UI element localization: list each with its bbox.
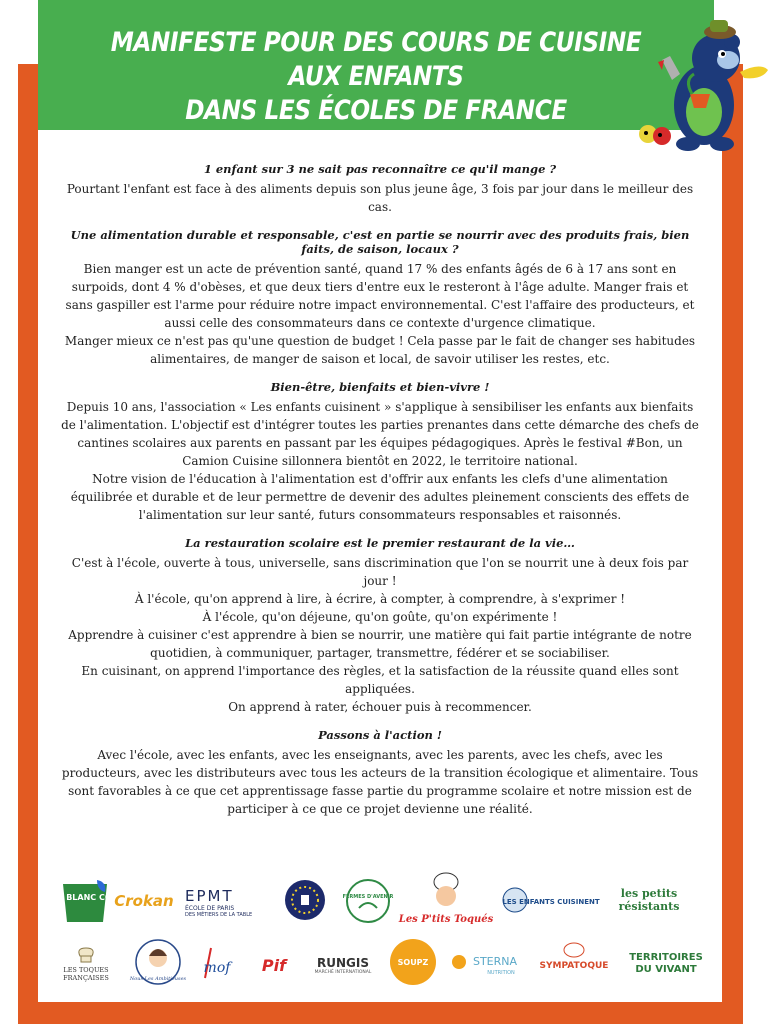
logo-label: Pif <box>261 955 287 975</box>
section-paragraph: Pourtant l'enfant est face à des aliments depuis son plus jeune âge, 3 fois par jour dans le meilleur des cas. <box>66 182 694 214</box>
logo-label: TERRITOIRES DU VIVANT <box>629 952 703 975</box>
les-petits-resistants-logo <box>591 888 707 912</box>
mof-emblem <box>195 942 237 986</box>
logo-label: LES TOQUES FRANÇAISES <box>63 966 109 982</box>
logo-label: STERNA <box>472 955 518 968</box>
logo-label: LES ENFANTS CUISINENT <box>502 898 600 906</box>
section-paragraph: Manger mieux ce n'est pas qu'une question de budget ! Cela passe par le fait de changer ses habitudes alimentaires, de manger de saison et local, de savoir utiliser les restes, etc. <box>64 334 696 366</box>
section-5 <box>60 728 700 818</box>
les-enfants-cuisinent-logo <box>501 880 600 920</box>
nous-les-ambitieuses-emblem <box>129 936 187 990</box>
section-paragraph: Avec l'école, avec les enfants, avec les enseignants, avec les parents, avec les chefs, avec les producteurs, avec les distributeurs avec tous les acteurs de la transition écologique et alimentaire. Tous sont favorables à ce que cet apprentissage fasse partie du programme scolaire et notre mission est de participer à ce que ce projet devienne une réalité. <box>61 748 699 816</box>
logo-label: BLEU BLANC COEUR <box>40 893 130 902</box>
section-paragraph: C'est à l'école, ouverte à tous, universelle, sans discrimination que l'on se nourrit une à deux fois par jour ! <box>71 556 689 588</box>
bear-mascot-illustration <box>632 10 772 160</box>
logo-label: SYMPATOQUE <box>539 961 609 971</box>
logo-sublabel: DES MÉTIERS DE LA TABLE <box>185 911 253 918</box>
section-paragraph: Apprendre à cuisiner c'est apprendre à bien se nourrir, une matière qui fait partie intégrante de notre quotidien, à communiquer, partager, transmettre, fédérer et se sociabiliser. <box>68 628 692 660</box>
section-2 <box>60 228 700 368</box>
rungis-logo <box>307 948 379 982</box>
bleu-blanc-coeur-logo <box>40 878 130 928</box>
toque-icon <box>76 946 96 966</box>
territoires-du-vivant-logo <box>623 946 709 982</box>
chef-character-emblem <box>398 870 494 930</box>
page-title <box>85 26 666 128</box>
title-line-2: DANS LES ÉCOLES DE FRANCE <box>185 95 567 126</box>
fermes-d-avenir-logo <box>342 878 394 924</box>
logo-sublabel: ÉCOLE DE PARIS <box>185 904 235 912</box>
pif-logo <box>253 952 295 978</box>
eu-seal-logo <box>283 878 327 922</box>
epmt-logo <box>185 882 265 922</box>
logo-label: Nous Les Ambitieuses <box>129 976 187 982</box>
section-paragraph: À l'école, qu'on déjeune, qu'on goûte, qu'on expérimente ! <box>202 610 558 624</box>
soupz-logo <box>389 938 437 986</box>
nous-les-ambitieuses-logo <box>129 936 187 990</box>
sympatoque-logo <box>533 938 615 986</box>
section-paragraph: En cuisinant, on apprend l'importance des règles, et la satisfaction de la réussite quand elles sont appliquées. <box>81 664 679 696</box>
section-heading: Une alimentation durable et responsable, c'est en partie se nourrir avec des produits frais, bien faits, de saison, locaux ? <box>70 228 690 256</box>
section-heading: 1 enfant sur 3 ne sait pas reconnaître ce qu'il mange ? <box>203 162 557 176</box>
title-banner <box>38 0 714 130</box>
eu-stars-seal <box>283 878 327 922</box>
section-paragraph: Notre vision de l'éducation à l'alimentation est d'offrir aux enfants les clefs d'une alimentation équilibrée et durable et de leur permettre de devenir des adultes pleinement conscients des effets de l'alimentation sur leur santé, futurs consommateurs responsables et raisonnés. <box>70 472 690 522</box>
section-1 <box>60 162 700 216</box>
crokan-logo <box>114 886 174 916</box>
section-paragraph: On apprend à rater, échouer puis à recommencer. <box>228 700 532 714</box>
logo-label: Les P'tits Toqués <box>398 914 494 925</box>
section-heading: Bien-être, bienfaits et bien-vivre ! <box>270 380 490 394</box>
section-paragraph: À l'école, qu'on apprend à lire, à écrire, à compter, à comprendre, à s'exprimer ! <box>134 592 626 606</box>
logo-label: SOUPZ <box>397 958 429 967</box>
section-heading: La restauration scolaire est le premier restaurant de la vie… <box>185 536 575 550</box>
section-4 <box>60 536 700 716</box>
logo-label: RUNGIS <box>317 955 369 970</box>
sympatoque-emblem <box>533 938 615 986</box>
sterna-logo <box>449 948 525 982</box>
fermes-d-avenir-emblem <box>342 878 394 924</box>
les-p-tits-toques-logo <box>398 870 494 930</box>
partner-logos <box>40 870 715 1000</box>
section-paragraph: Bien manger est un acte de prévention santé, quand 17 % des enfants âgés de 6 à 17 ans sont en surpoids, dont 4 % d'obèses, et que deux tiers d'entre eux le resteront à l'âge adulte. Manger frais et sans gaspiller est l'arme pour réduire notre impact environnemental. C'est l'affaire des producteurs, et aussi celle des consommateurs dans ce contexte d'urgence climatique. <box>65 262 695 330</box>
section-heading: Passons à l'action ! <box>318 728 442 742</box>
section-paragraph: Depuis 10 ans, l'association « Les enfants cuisinent » s'applique à sensibiliser les enfants aux bienfaits de l'alimentation. L'objectif est d'intégrer toutes les parties prenantes dans cette démarche des chefs de cantines scolaires aux parents en passant par les équipes pédagogiques. Après le festival #Bon, un Camion Cuisine sillonnera bientôt en 2022, le territoire national. <box>61 400 699 468</box>
sterna-emblem <box>449 948 525 982</box>
logo-label: FERMES D'AVENIR <box>342 894 394 900</box>
section-3 <box>60 380 700 524</box>
logo-label: les petits résistants <box>618 887 680 913</box>
logo-label: Crokan <box>114 892 174 910</box>
les-enfants-cuisinent-emblem <box>501 880 600 920</box>
soupz-emblem <box>389 938 437 986</box>
manifesto-content <box>60 162 700 830</box>
mof-logo <box>195 942 237 986</box>
logo-sublabel: NUTRITION <box>487 970 515 976</box>
logo-label: EPMT <box>185 886 234 905</box>
les-toques-francaises-logo <box>51 940 121 988</box>
title-line-1: MANIFESTE POUR DES COURS DE CUISINE AUX ENFANTS <box>110 27 642 92</box>
logo-sublabel: MARCHÉ INTERNATIONAL <box>314 969 372 975</box>
logo-label: mof <box>203 960 231 976</box>
bleu-blanc-coeur-emblem <box>40 878 130 928</box>
